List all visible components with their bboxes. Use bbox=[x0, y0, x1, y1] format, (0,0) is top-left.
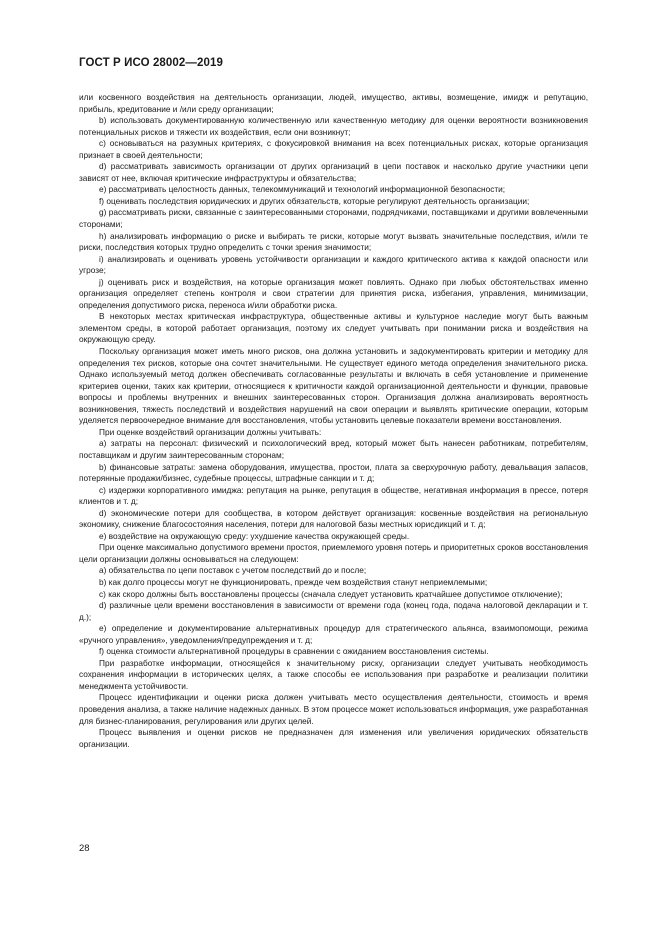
paragraph: c) как скоро должны быть восстановлены процессы (сначала следует установить кратчайшее допустимое отключение); bbox=[99, 588, 563, 599]
paragraph: Поскольку организация может иметь много рисков, она должна установить и задокументировать критерии и методику для определения тех рисков, которые она сочтет значительными. Не существует единого метода определения значительного риска. Однако используемый метод должен обеспечивать согласованные результаты и включать в себя установление и применение критериев оценки, таких как критерии, относящиеся к критичности каждой организационной деятельности и функции, правовые вопросы и проблемы внутренних и внешних заинтересованных сторон. Организация должна анализировать вероятность возникновения, тяжесть последствий и воздействия нарушений на свои операции и выявлять критические операции, которым уделяется первоочередное внимание для восстановления, чтобы установить целевые показатели времени восстановления. bbox=[79, 346, 588, 426]
paragraph: В некоторых местах критическая инфраструктура, общественные активы и культурное наследие могут быть важным элементом среды, в которой работает организация, поэтому их следует учитывать при понимании риска и воздействия на окружающую среду. bbox=[79, 311, 588, 345]
body-text bbox=[79, 92, 588, 750]
paragraph: i) анализировать и оценивать уровень устойчивости организации и каждого критического актива к каждой опасности или угрозе; bbox=[79, 253, 588, 276]
paragraph: Процесс выявления и оценки рисков не предназначен для изменения или увеличения юридических обязательств организации. bbox=[79, 727, 588, 749]
paragraph: h) анализировать информацию о риске и выбирать те риски, которые могут вызвать значительные последствия, и/или те риски, последствия которых трудно определить с точки зрения значимости; bbox=[79, 230, 588, 253]
paragraph: a) обязательства по цепи поставок с учетом последствий до и после; bbox=[99, 565, 367, 576]
paragraph: При оценке максимально допустимого времени простоя, приемлемого уровня потерь и приоритетных сроков восстановления цели организации должны основываться на следующем: bbox=[79, 542, 588, 564]
paragraph: f) оценка стоимости альтернативной процедуры в сравнении с ожиданием восстановления системы. bbox=[99, 646, 489, 657]
paragraph: c) издержки корпоративного имиджа: репутация на рынке, репутация в обществе, негативная информация в прессе, потеря клиентов и т. д; bbox=[79, 484, 588, 507]
paragraph: b) как долго процессы могут не функционировать, прежде чем воздействия станут неприемлемыми; bbox=[99, 576, 488, 587]
paragraph: При оценке воздействий организации должны учитывать: bbox=[99, 426, 322, 437]
paragraph: d) различные цели времени восстановления в зависимости от времени года (конец года, подача налоговой декларации и т. д.); bbox=[79, 600, 588, 622]
page-number: 28 bbox=[79, 843, 90, 854]
paragraph: b) финансовые затраты: замена оборудования, имущества, простои, плата за сверхурочную работу, девальвация запасов, потерянные продажи/бизнес, судебные процессы, штрафные санкции и т. д; bbox=[79, 461, 588, 484]
paragraph: b) использовать документированную количественную или качественную методику для оценки вероятности возникновения потенциальных рисков и тяжести их воздействия, если они возникнут; bbox=[79, 115, 588, 137]
paragraph: d) экономические потери для сообщества, в котором действует организация: косвенные воздействия на региональную экономику, снижение благосостояния населения, потери для налоговой базы местных юрисдикций и т. д; bbox=[79, 507, 588, 530]
paragraph: или косвенного воздействия на деятельность организации, людей, имущество, активы, возмещение, имидж и репутацию, прибыль, кредитование и /или среду организации; bbox=[79, 92, 588, 114]
paragraph: e) воздействие на окружающую среду: ухудшение качества окружающей среды. bbox=[99, 530, 410, 541]
standard-code-header: ГОСТ Р ИСО 28002—2019 bbox=[79, 57, 224, 69]
paragraph: g) рассматривать риски, связанные с заинтересованными сторонами, подрядчиками, поставщиками и другими вовлеченными сторонами; bbox=[79, 207, 588, 230]
paragraph: f) оценивать последствия юридических и других обязательств, которые регулируют деятельность организации; bbox=[99, 195, 530, 206]
paragraph: c) основываться на разумных критериях, с фокусировкой внимания на всех потенциальных рисках, которые организация признает в своей деятельности; bbox=[79, 138, 588, 160]
paragraph: При разработке информации, относящейся к значительному риску, организации следует учитывать необходимость сохранения информации в исторических целях, а также способы ее использования при разработке и реализации политики менеджмента устойчивости. bbox=[79, 657, 588, 691]
paragraph: j) оценивать риск и воздействия, на которые организация может повлиять. Однако при любых обстоятельствах именно организация определяет степень контроля и свои стратегии для принятия риска, избегания, управления, минимизации, определения допустимого риска, переноса и/или обработки риска. bbox=[79, 276, 588, 310]
paragraph: a) затраты на персонал: физический и психологический вред, который может быть нанесен работникам, потребителям, поставщикам и другим заинтересованным сторонам; bbox=[79, 438, 588, 460]
paragraph: e) рассматривать целостность данных, телекоммуникаций и технологий информационной безопасности; bbox=[99, 184, 506, 195]
paragraph: d) рассматривать зависимость организации от других организаций в цепи поставок и насколько другие участники цепи зависят от нее, включая критические инфраструктуры и обязательства; bbox=[79, 161, 588, 183]
paragraph: Процесс идентификации и оценки риска должен учитывать место осуществления деятельности, стоимость и время проведения анализа, а также наличие надежных данных. В этом процессе может использоваться информация, уже разработанная для бизнес-планирования, регулирования или других целей. bbox=[79, 692, 588, 726]
paragraph: e) определение и документирование альтернативных процедур для стратегического альянса, взаимопомощи, режима «ручного управления», уведомления/предупреждения и т. д; bbox=[79, 623, 588, 645]
